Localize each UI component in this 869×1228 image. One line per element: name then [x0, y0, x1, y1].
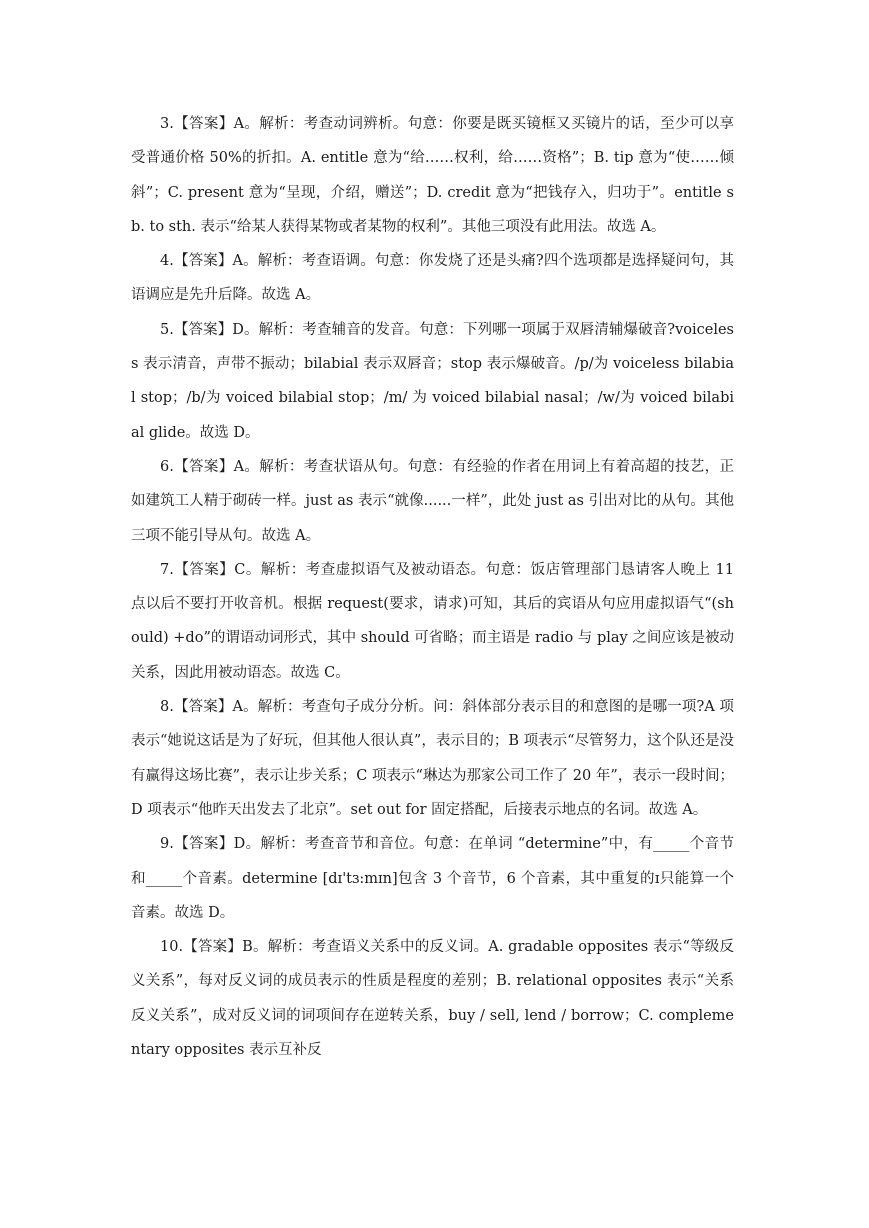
answer-paragraph: 7.【答案】C。解析：考查虚拟语气及被动语态。句意：饭店管理部门恳请客人晚上 11 点以后不要打开收音机。根据 request(要求，请求)可知，其后的宾语从句应用虚拟语气“(should) +do”的谓语动词形式，其中 should 可省略；而主语是 radio 与 play 之间应该是被动关系，因此用被动语态。故选 C。	[131, 561, 734, 681]
answer-paragraph: 5.【答案】D。解析：考查辅音的发音。句意：下列哪一项属于双唇清辅爆破音?voiceless 表示清音，声带不振动；bilabial 表示双唇音；stop 表示爆破音。/p/为 voiceless bilabial stop；/b/为 voiced bilabial stop；/m/ 为 voiced bilabial nasal；/w/为 voiced bilabial glide。故选 D。	[131, 321, 734, 441]
answer-paragraph: 10.【答案】B。解析：考查语义关系中的反义词。A. gradable opposites 表示“等级反义关系”，每对反义词的成员表示的性质是程度的差别；B. relational opposites 表示“关系反义关系”，成对反义词的词项间存在逆转关系，buy / sell, lend / borrow；C. complementary opposites 表示互补反	[131, 939, 734, 1059]
answer-paragraph: 3.【答案】A。解析：考查动词辨析。句意：你要是既买镜框又买镜片的话，至少可以享受普通价格 50%的折扣。A. entitle 意为“给……权利，给……资格”；B. tip 意为“使……倾斜”；C. present 意为“呈现，介绍，赠送”；D. credit 意为“把钱存入，归功于”。entitle sb. to sth. 表示“给某人获得某物或者某物的权利”。其他三项没有此用法。故选 A。	[131, 116, 734, 235]
answer-paragraph: 8.【答案】A。解析：考查句子成分分析。问：斜体部分表示目的和意图的是哪一项?A 项表示“她说这话是为了好玩，但其他人很认真”，表示目的；B 项表示“尽管努力，这个队还是没有赢得这场比赛”，表示让步关系；C 项表示“琳达为那家公司工作了 20 年”，表示一段时间；D 项表示“他昨天出发去了北京”。set out for 固定搭配，后接表示地点的名词。故选 A。	[131, 699, 734, 818]
answer-paragraph: 4.【答案】A。解析：考查语调。句意：你发烧了还是头痛?四个选项都是选择疑问句，其语调应是先升后降。故选 A。	[131, 253, 734, 304]
answer-paragraph: 9.【答案】D。解析：考查音节和音位。句意：在单词 “determine”中，有_____个音节和_____个音素。determine [dɪ'tɜ:mɪn]包含 3 个音节，6 个音素，其中重复的ɪ只能算一个音素。故选 D。	[131, 836, 734, 921]
answer-paragraph: 6.【答案】A。解析：考查状语从句。句意：有经验的作者在用词上有着高超的技艺，正如建筑工人精于砌砖一样。just as 表示“就像......一样”，此处 just as 引出对比的从句。其他三项不能引导从句。故选 A。	[131, 458, 734, 544]
